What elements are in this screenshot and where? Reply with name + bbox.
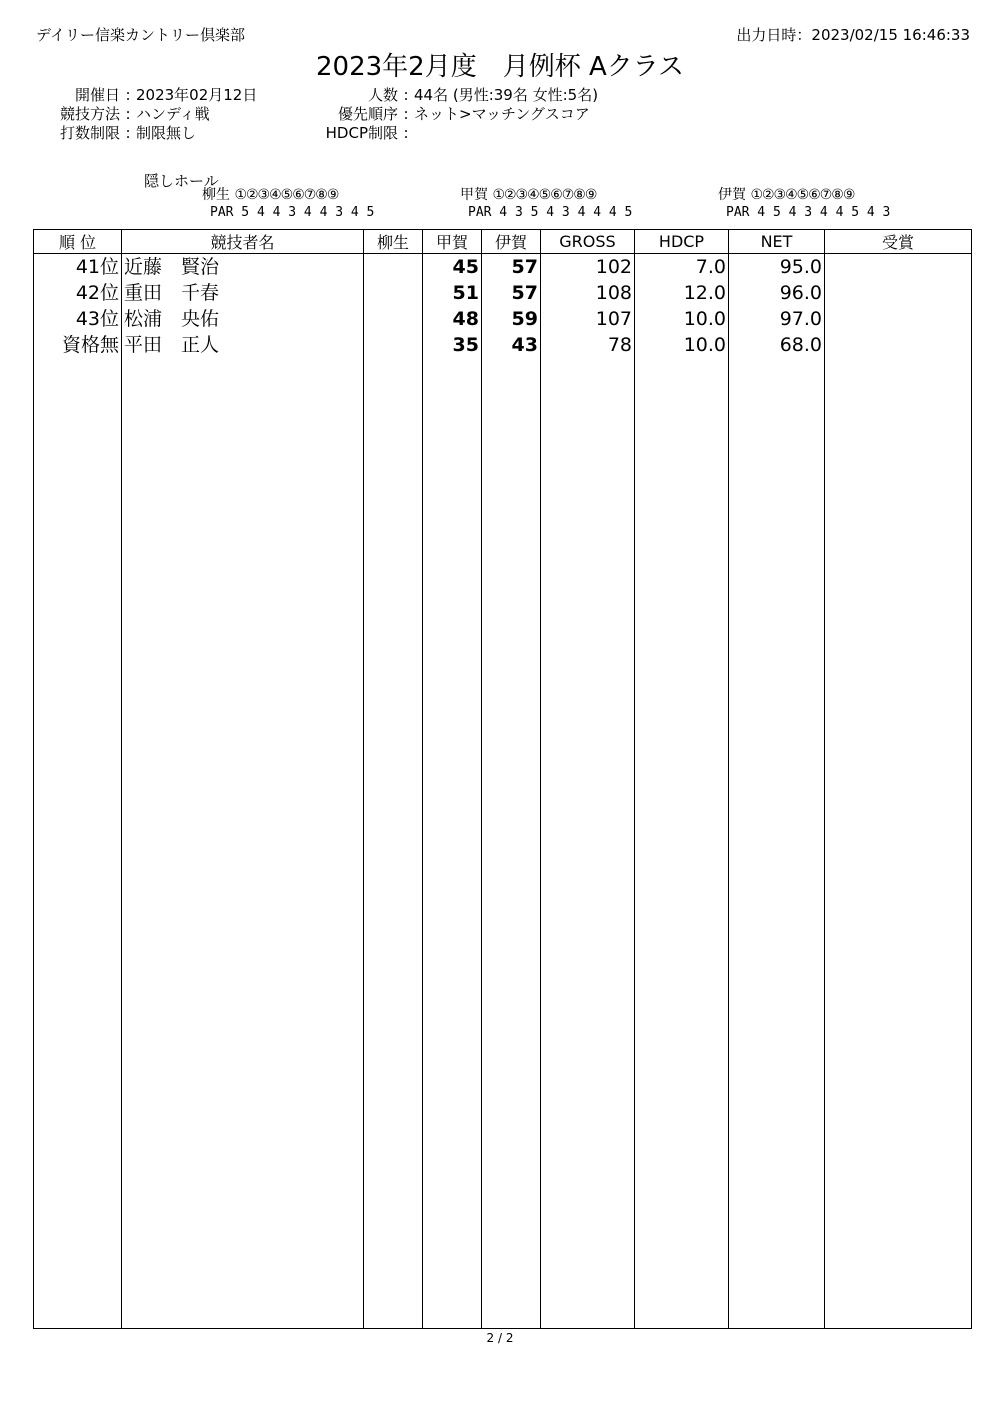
results-table bbox=[33, 229, 972, 1329]
player-name-cell: 松浦 央佑 bbox=[122, 306, 364, 332]
col-rank-header: 順 位 bbox=[34, 230, 122, 254]
course-yagyu bbox=[202, 187, 374, 221]
award-cell bbox=[825, 306, 972, 332]
empty-cell bbox=[635, 358, 729, 1329]
rank-cell: 資格無 bbox=[34, 332, 122, 358]
empty-cell bbox=[122, 358, 364, 1329]
info-value: ハンディ戦 bbox=[136, 105, 210, 123]
rank-cell: 42位 bbox=[34, 280, 122, 306]
empty-cell bbox=[482, 358, 541, 1329]
col-gross-header: GROSS bbox=[541, 230, 635, 254]
col-name-header: 競技者名 bbox=[122, 230, 364, 254]
hidden-holes-title: 隠しホール bbox=[144, 172, 219, 190]
table-header-row bbox=[34, 230, 972, 254]
award-cell bbox=[825, 254, 972, 281]
gross-cell: 108 bbox=[541, 280, 635, 306]
empty-cell bbox=[423, 358, 482, 1329]
empty-cell bbox=[34, 358, 122, 1329]
info-value: 制限無し bbox=[136, 124, 197, 142]
koga-score-cell: 48 bbox=[423, 306, 482, 332]
yagyu-score-cell bbox=[364, 280, 423, 306]
info-hdcp-limit: HDCP制限 : bbox=[306, 124, 598, 143]
player-name-cell: 平田 正人 bbox=[122, 332, 364, 358]
empty-cell bbox=[541, 358, 635, 1329]
info-label: HDCP制限 bbox=[325, 124, 398, 142]
player-name-cell: 重田 千春 bbox=[122, 280, 364, 306]
hole-circles: ①②③④⑤⑥⑦⑧⑨ bbox=[234, 187, 339, 203]
gross-cell: 102 bbox=[541, 254, 635, 281]
info-label: 開催日 bbox=[74, 86, 120, 104]
hdcp-cell: 12.0 bbox=[635, 280, 729, 306]
col-hdcp-header: HDCP bbox=[635, 230, 729, 254]
info-method: 競技方法 : ハンディ戦 bbox=[48, 105, 257, 124]
page-number: 2 / 2 bbox=[486, 1331, 514, 1345]
page-title: 2023年2月度 月例杯 Aクラス bbox=[316, 52, 684, 82]
iga-score-cell: 43 bbox=[482, 332, 541, 358]
info-label: 優先順序 bbox=[337, 105, 398, 123]
course-name: 伊賀 bbox=[718, 187, 746, 203]
info-label: 打数制限 bbox=[59, 124, 120, 142]
gross-cell: 107 bbox=[541, 306, 635, 332]
col-iga-header: 伊賀 bbox=[482, 230, 541, 254]
info-stroke-limit: 打数制限 : 制限無し bbox=[48, 124, 257, 143]
par-row: PAR 5 4 4 3 4 4 3 4 5 bbox=[210, 205, 375, 220]
table-row bbox=[34, 280, 972, 306]
col-award-header: 受賞 bbox=[825, 230, 972, 254]
net-cell: 97.0 bbox=[729, 306, 825, 332]
course-iga bbox=[718, 187, 890, 221]
yagyu-score-cell bbox=[364, 332, 423, 358]
par-row: PAR 4 3 5 4 3 4 4 4 5 bbox=[468, 205, 633, 220]
course-name: 甲賀 bbox=[460, 187, 488, 203]
rank-cell: 41位 bbox=[34, 254, 122, 281]
table-row bbox=[34, 306, 972, 332]
empty-cell bbox=[825, 358, 972, 1329]
info-value: 44名 (男性:39名 女性:5名) bbox=[414, 86, 599, 104]
award-cell bbox=[825, 332, 972, 358]
award-cell bbox=[825, 280, 972, 306]
hdcp-cell: 7.0 bbox=[635, 254, 729, 281]
info-priority: 優先順序 : ネット>マッチングスコア bbox=[306, 105, 598, 124]
hole-circles: ①②③④⑤⑥⑦⑧⑨ bbox=[492, 187, 597, 203]
club-name: デイリー信楽カントリー倶楽部 bbox=[36, 26, 245, 44]
empty-table-area bbox=[34, 358, 972, 1329]
info-value: 2023年02月12日 bbox=[136, 86, 258, 104]
player-name-cell: 近藤 賢治 bbox=[122, 254, 364, 281]
koga-score-cell: 45 bbox=[423, 254, 482, 281]
col-yagyu-header: 柳生 bbox=[364, 230, 423, 254]
info-value: ネット>マッチングスコア bbox=[414, 105, 590, 123]
info-label: 人数 bbox=[367, 86, 398, 104]
course-koga bbox=[460, 187, 632, 221]
col-net-header: NET bbox=[729, 230, 825, 254]
iga-score-cell: 57 bbox=[482, 280, 541, 306]
yagyu-score-cell bbox=[364, 254, 423, 281]
course-name: 柳生 bbox=[202, 187, 230, 203]
printed-datetime: 出力日時：2023/02/15 16:46:33 bbox=[736, 26, 970, 44]
yagyu-score-cell bbox=[364, 306, 423, 332]
info-date: 開催日 : 2023年02月12日 bbox=[48, 86, 257, 105]
col-koga-header: 甲賀 bbox=[423, 230, 482, 254]
empty-cell bbox=[364, 358, 423, 1329]
koga-score-cell: 35 bbox=[423, 332, 482, 358]
table-row bbox=[34, 332, 972, 358]
info-label: 競技方法 bbox=[59, 105, 120, 123]
par-row: PAR 4 5 4 3 4 4 5 4 3 bbox=[726, 205, 891, 220]
net-cell: 96.0 bbox=[729, 280, 825, 306]
hdcp-cell: 10.0 bbox=[635, 332, 729, 358]
info-right bbox=[306, 86, 598, 143]
net-cell: 95.0 bbox=[729, 254, 825, 281]
hole-circles: ①②③④⑤⑥⑦⑧⑨ bbox=[750, 187, 855, 203]
empty-cell bbox=[729, 358, 825, 1329]
table-row bbox=[34, 254, 972, 281]
info-left bbox=[48, 86, 257, 143]
iga-score-cell: 59 bbox=[482, 306, 541, 332]
koga-score-cell: 51 bbox=[423, 280, 482, 306]
net-cell: 68.0 bbox=[729, 332, 825, 358]
hdcp-cell: 10.0 bbox=[635, 306, 729, 332]
rank-cell: 43位 bbox=[34, 306, 122, 332]
iga-score-cell: 57 bbox=[482, 254, 541, 281]
info-participants: 人数 : 44名 (男性:39名 女性:5名) bbox=[306, 86, 598, 105]
gross-cell: 78 bbox=[541, 332, 635, 358]
